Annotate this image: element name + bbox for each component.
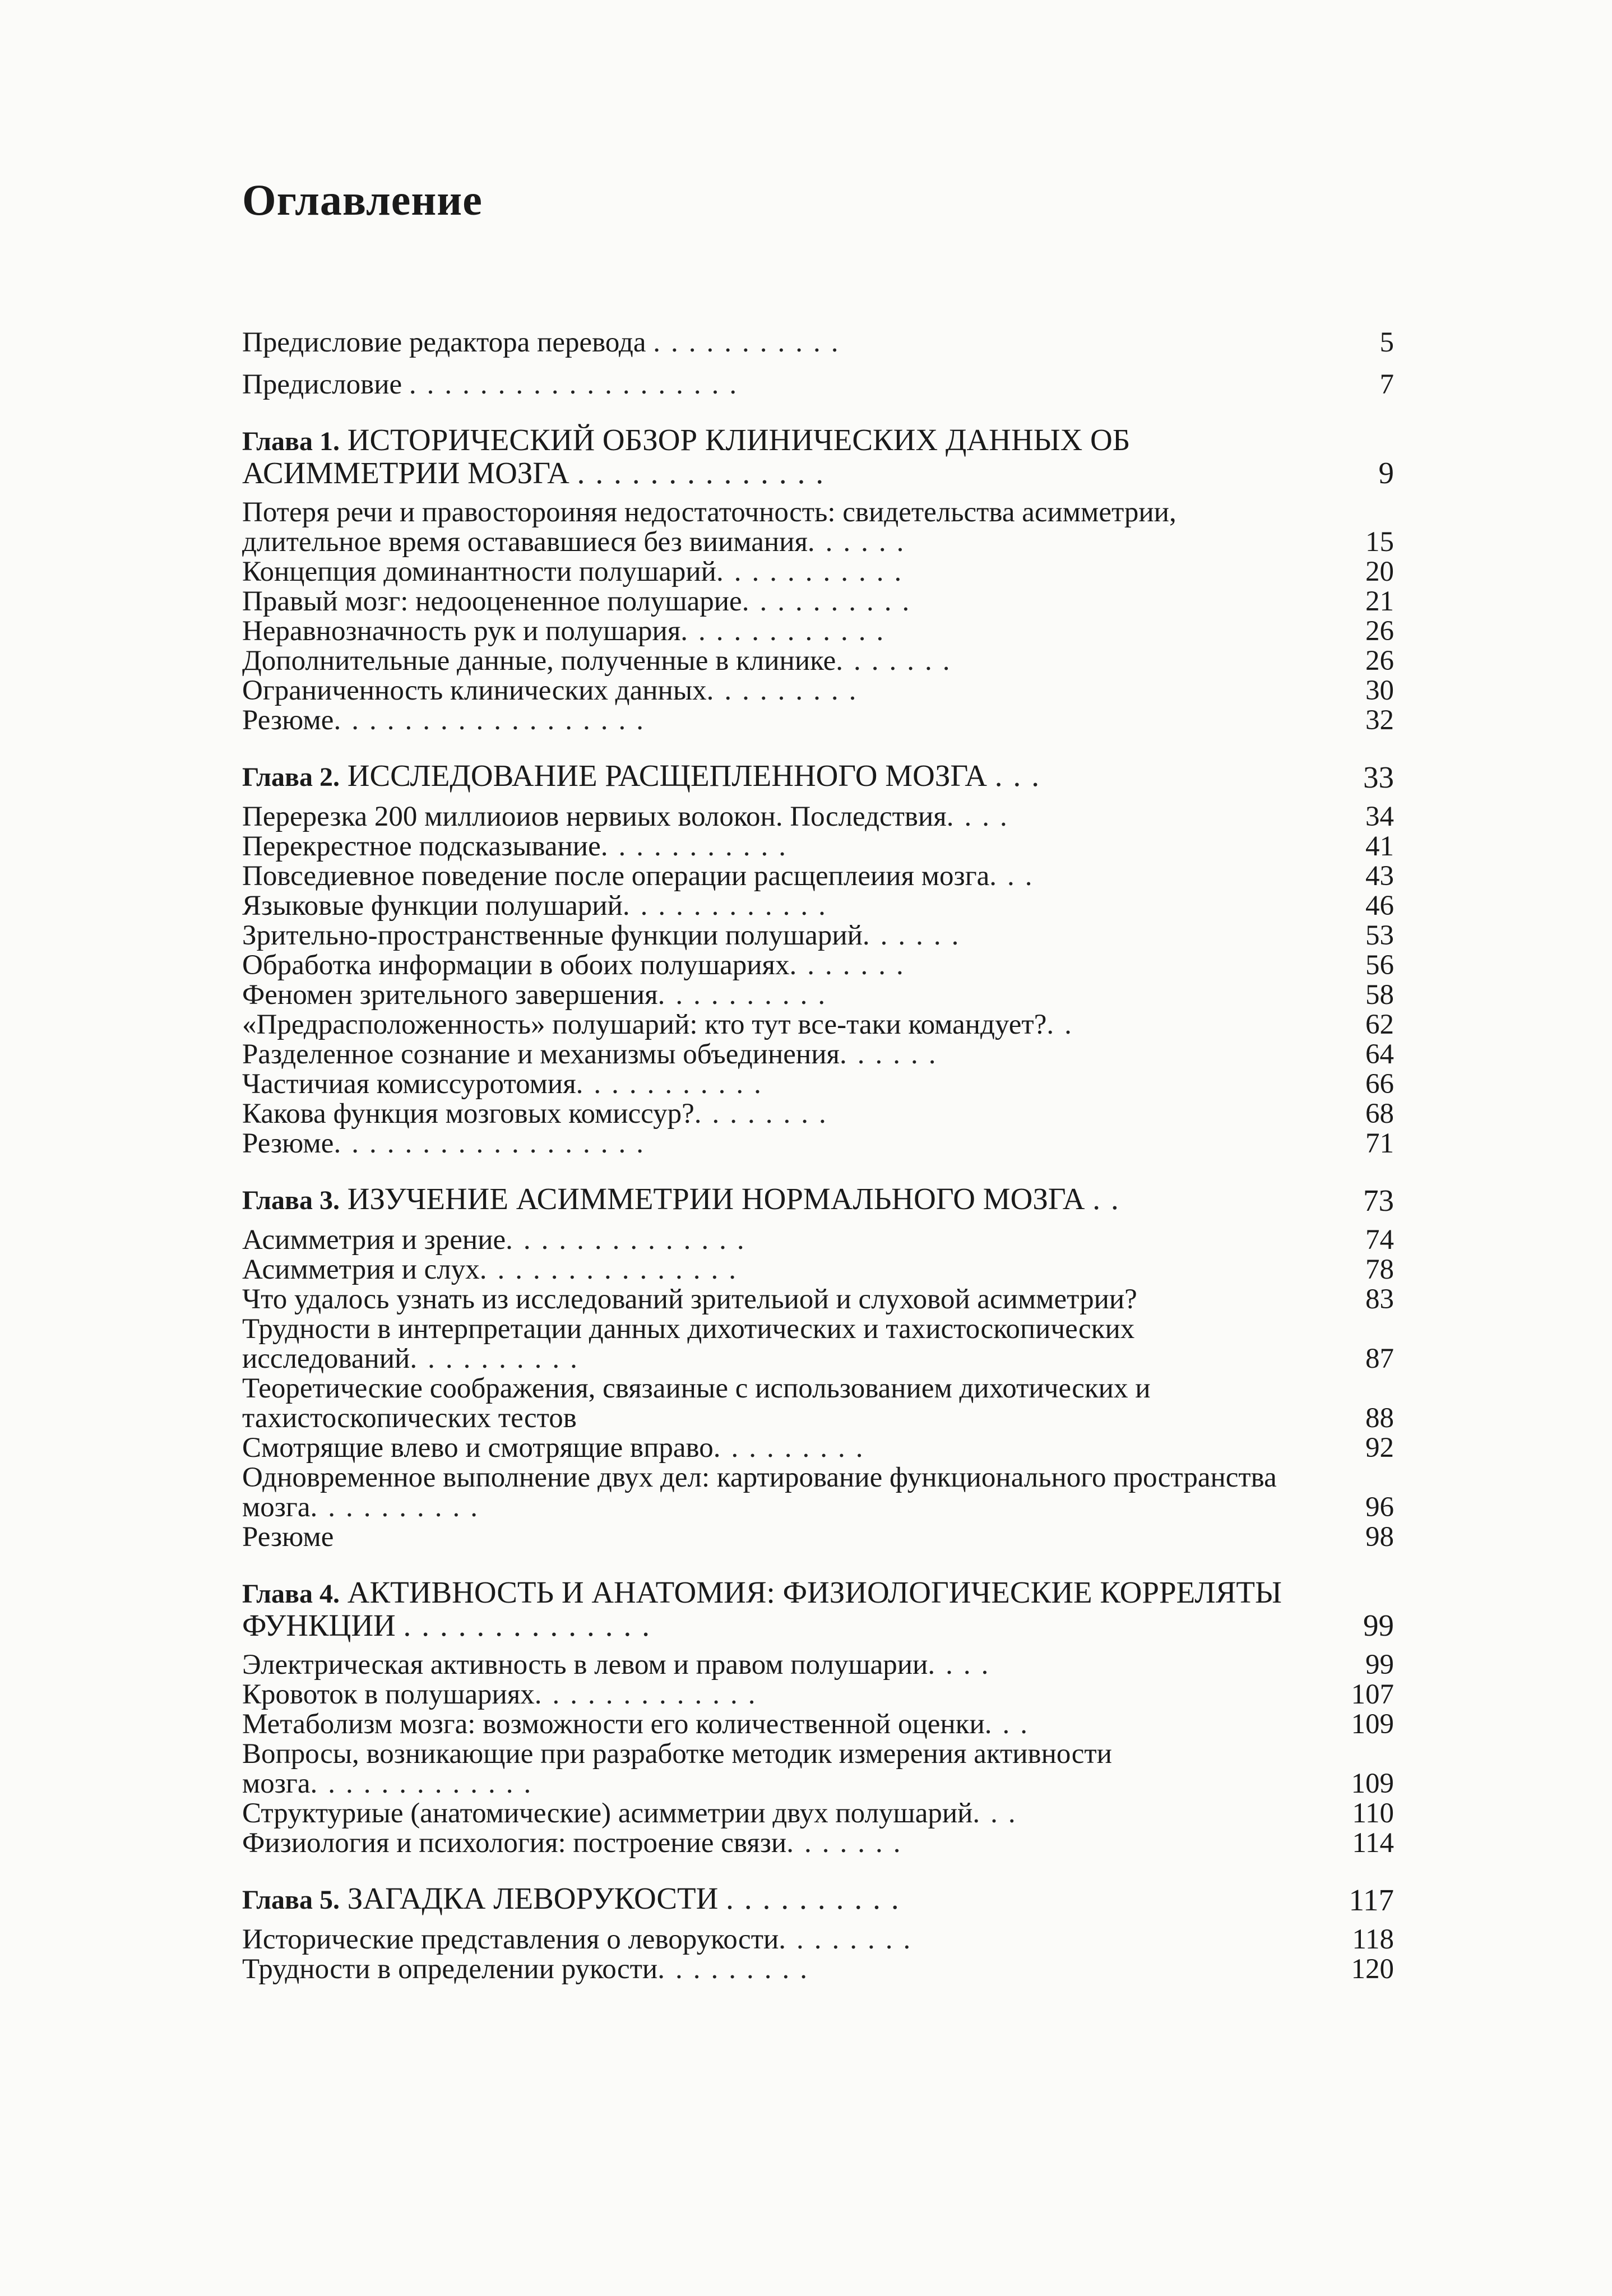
entry-text: Электрическая активность в левом и правом полушарии [242,1649,928,1681]
entry-text: Феномен зрительного завершения [242,979,658,1011]
chapter-title: АКТИВНОСТЬ И АНАТОМИЯ: ФИЗИОЛОГИЧЕСКИЕ КОРРЕЛЯТЫ ФУНКЦИИ [242,1575,1282,1642]
entry-text: Предисловие редактора перевода [242,327,646,358]
page-number: 118 [1352,1924,1394,1955]
entry-text: Метаболизм мозга: возможности его количественной оценки [242,1709,985,1740]
toc-section[interactable] [242,1314,1394,1374]
dot-leader: ........... [600,831,796,862]
dot-leader: .... [928,1649,999,1681]
entry-text: Резюме [242,1521,334,1553]
page-number: 5 [1379,327,1394,358]
entry-text: Резюме [242,1128,334,1159]
dot-leader: ............ [680,615,895,647]
dot-leader: ....... [836,645,961,677]
entry-text: Частичиая комиссуротомия [242,1068,576,1100]
dot-leader: .............. [506,1224,755,1256]
page-number: 32 [1365,705,1394,736]
page-number: 120 [1351,1954,1394,1985]
dot-leader: ........... [576,1068,772,1100]
page-number: 43 [1365,860,1394,892]
dot-leader: ........ [779,1924,921,1955]
toc-section[interactable] [242,1522,1394,1552]
toc-section[interactable] [242,1070,1394,1099]
dot-leader: .. [1092,1182,1129,1216]
chapter-title: ИСТОРИЧЕСКИЙ ОБЗОР КЛИНИЧЕСКИХ ДАННЫХ ОБ АСИММЕТРИИ МОЗГА [242,423,1131,490]
page-number: 117 [1349,1883,1394,1917]
page-number: 64 [1365,1039,1394,1070]
dot-leader: ............. [310,1768,542,1799]
page-number: 68 [1365,1098,1394,1130]
dot-leader: .................. [333,1128,654,1159]
toc-section[interactable] [242,1374,1394,1433]
page-number: 99 [1363,1608,1394,1642]
entry-text: Правый мозг: недооцененное полушарие [242,586,742,617]
dot-leader: ...... [807,526,915,558]
dot-leader: ...... [839,1039,947,1070]
page-number: 71 [1365,1128,1394,1159]
toc-section[interactable] [242,921,1394,951]
page-number: 109 [1351,1709,1394,1740]
page-number: 34 [1365,801,1394,832]
entry-text: Асимметрия и слух [242,1254,480,1285]
page-number: 7 [1379,369,1394,400]
page-number: 109 [1351,1768,1394,1799]
dot-leader: ......... [657,1954,818,1985]
toc-section[interactable] [242,1650,1394,1680]
dot-leader: ............. [534,1679,766,1710]
page-number: 58 [1365,979,1394,1011]
toc-section[interactable] [242,1680,1394,1710]
page-number: 83 [1365,1284,1394,1315]
page-number: 20 [1365,556,1394,587]
page-number: 15 [1365,526,1394,558]
dot-leader: ......... [713,1432,874,1464]
entry-text: Обработка информации в обоих полушариях [242,950,790,981]
page-number: 87 [1365,1343,1394,1374]
entry-text: Дополнительные данные, полученные в клинике [242,645,836,677]
toc-section[interactable] [242,1040,1394,1070]
page-number: 30 [1365,675,1394,706]
page-title: Оглавление [242,175,483,224]
entry-text: Структуриые (анатомические) асимметрии двух полушарий [242,1798,973,1829]
entry-text: Ограниченность клинических данных [242,675,707,706]
toc-section[interactable] [242,1433,1394,1463]
entry-text: Языковые функции полушарий [242,890,623,922]
toc-section[interactable] [242,1739,1394,1799]
entry-text: Трудности в определении рукости [242,1954,658,1985]
toc-section[interactable] [242,1799,1394,1829]
chapter-label: Глава 4. [242,1579,340,1609]
chapter-title: ИЗУЧЕНИЕ АСИММЕТРИИ НОРМАЛЬНОГО МОЗГА [347,1182,1085,1216]
entry-text: Повседиевное поведение после операции расщеплеиия мозга [242,860,990,892]
entry-text: Потеря речи и правостороиняя недостаточность: свидетельства асимметрии, длительное время остававшиеся без виимания [242,497,1176,558]
entry-text: Какова функция мозговых комиссур? [242,1098,694,1130]
page-number: 88 [1365,1402,1394,1434]
page-number: 53 [1365,920,1394,951]
page-number: 56 [1365,950,1394,981]
page-number: 66 [1365,1068,1394,1100]
entry-text: Разделенное сознание и механизмы объединения [242,1039,840,1070]
dot-leader: .......... [410,1343,588,1374]
toc-entry-preface[interactable] [242,370,1394,400]
page-number: 110 [1352,1798,1394,1829]
dot-leader: ... [994,758,1050,793]
dot-leader: ...... [862,920,970,951]
toc-section[interactable] [242,1710,1394,1739]
toc-section[interactable] [242,706,1394,735]
dot-leader: ... [972,1798,1026,1829]
toc-section[interactable] [242,1955,1394,1984]
dot-leader: ......... [706,675,867,706]
entry-text: Перерезка 200 миллиоиов нервиых волокон. Последствия [242,801,947,832]
dot-leader: ............... [479,1254,747,1285]
toc-section[interactable] [242,1463,1394,1522]
page-number: 74 [1365,1224,1394,1256]
entry-text: Предисловие [242,369,402,400]
dot-leader: ........... [716,556,912,587]
entry-text: Что удалось узнать из исследований зрительиой и слуховой асимметрии? [242,1284,1137,1315]
page-number: 9 [1378,456,1394,490]
dot-leader: .......... [657,979,836,1011]
entry-text: Трудности в интерпретации данных дихотических и тахистоскопических исследований [242,1313,1135,1374]
dot-leader: ... [984,1709,1039,1740]
dot-leader: ....... [786,1827,911,1859]
entry-text: Перекрестное подсказывание [242,831,601,862]
table-of-contents [242,328,1394,1984]
page-number: 92 [1365,1432,1394,1464]
toc-section[interactable] [242,557,1394,587]
dot-leader: .............. [577,456,835,490]
page-number: 73 [1363,1183,1394,1218]
entry-text: Кровоток в полушариях [242,1679,535,1710]
dot-leader: .......... [742,586,920,617]
entry-text: Одновременное выполнение двух дел: картирование функционального пространства мозга [242,1462,1277,1523]
entry-text: «Предрасположенность» полушарий: кто тут все-таки командует? [242,1009,1047,1040]
entry-text: Неравнозначность рук и полушария [242,615,681,647]
dot-leader: .......... [726,1881,910,1915]
page-number: 114 [1352,1827,1394,1859]
toc-section[interactable] [242,1285,1394,1314]
toc-chapter-5[interactable] [242,1883,1394,1916]
entry-text: Резюме [242,705,334,736]
page-number: 78 [1365,1254,1394,1285]
toc-section[interactable] [242,980,1394,1010]
page-number: 41 [1365,831,1394,862]
toc-section[interactable] [242,1829,1394,1858]
entry-text: Асимметрия и зрение [242,1224,506,1256]
toc-section[interactable] [242,646,1394,676]
dot-leader: ........ [694,1098,837,1130]
toc-section[interactable] [242,498,1394,557]
chapter-label: Глава 3. [242,1186,340,1215]
entry-text: Вопросы, возникающие при разработке методик измерения активности мозга [242,1738,1112,1799]
toc-section[interactable] [242,832,1394,862]
dot-leader: ................... [409,369,748,400]
entry-text: Смотрящие влево и смотрящие вправо [242,1432,714,1464]
toc-chapter-1[interactable] [242,424,1394,489]
toc-entry-preface-editor[interactable] [242,328,1394,358]
dot-leader: ........... [653,327,849,358]
toc-section[interactable] [242,802,1394,832]
page-number: 98 [1365,1521,1394,1553]
dot-leader: .................. [333,705,654,736]
toc-section[interactable] [242,1255,1394,1285]
dot-leader: ... [989,860,1043,892]
chapter-label: Глава 2. [242,762,340,792]
entry-text: Зрительно-пространственные функции полушарий [242,920,863,951]
chapter-title: ИССЛЕДОВАНИЕ РАСЩЕПЛЕННОГО МОЗГА [347,758,987,793]
toc-section[interactable] [242,1099,1394,1129]
page-number: 46 [1365,890,1394,922]
dot-leader: .............. [403,1608,661,1642]
toc-chapter-2[interactable] [242,760,1394,793]
page-number: 33 [1363,760,1394,794]
dot-leader: .. [1046,1009,1082,1040]
entry-text: Теоретические соображения, связаиные с использованием дихотических и тахистоскопических тестов [242,1373,1151,1434]
dot-leader: .......... [310,1492,488,1523]
toc-chapter-4[interactable] [242,1577,1394,1641]
entry-text: Физиология и психология: построение связи [242,1827,787,1859]
dot-leader: .... [946,801,1018,832]
toc-section[interactable] [242,862,1394,891]
page-number: 99 [1365,1649,1394,1681]
entry-text: Исторические представления о леворукости [242,1924,779,1955]
toc-section[interactable] [242,587,1394,617]
page-number: 26 [1365,615,1394,647]
toc-section[interactable] [242,951,1394,980]
toc-section[interactable] [242,891,1394,921]
toc-chapter-3[interactable] [242,1183,1394,1216]
page-number: 26 [1365,645,1394,677]
page-number: 96 [1365,1492,1394,1523]
page-number: 21 [1365,586,1394,617]
chapter-label: Глава 5. [242,1885,340,1915]
entry-text: Концепция доминантности полушарий [242,556,716,587]
toc-section[interactable] [242,1225,1394,1255]
toc-section[interactable] [242,1925,1394,1955]
chapter-label: Глава 1. [242,427,340,456]
dot-leader: ....... [789,950,914,981]
toc-section[interactable] [242,1129,1394,1159]
chapter-title: ЗАГАДКА ЛЕВОРУКОСТИ [347,1881,719,1915]
toc-section[interactable] [242,1010,1394,1040]
page-number: 107 [1351,1679,1394,1710]
dot-leader: ............ [622,890,836,922]
page-number: 62 [1365,1009,1394,1040]
toc-section[interactable] [242,676,1394,706]
toc-section[interactable] [242,617,1394,646]
